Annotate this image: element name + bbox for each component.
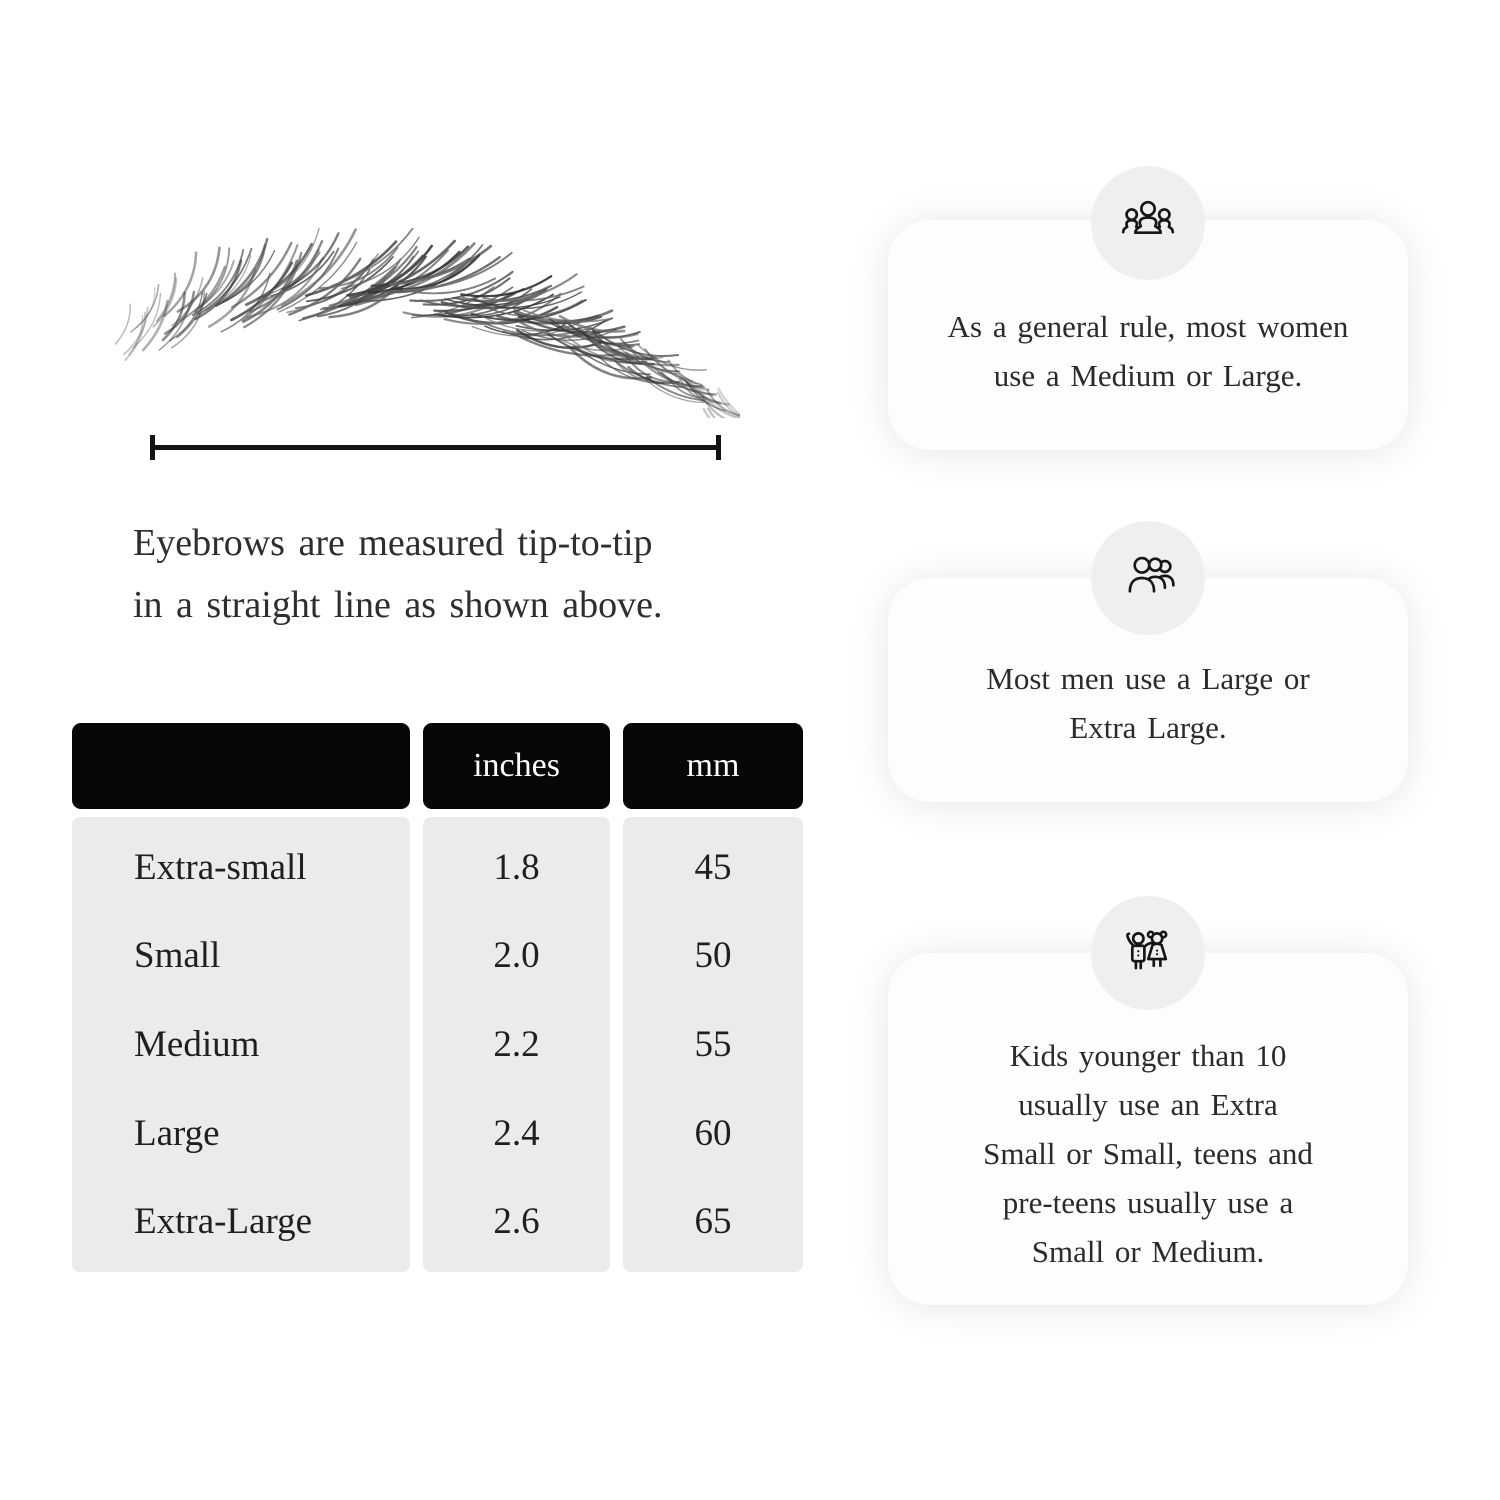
table-column-size-names: [72, 817, 410, 1272]
mm-value: 60: [694, 1112, 732, 1154]
inches-value: 2.2: [493, 1023, 540, 1065]
size-label: Small: [134, 935, 221, 977]
inches-value: 2.4: [493, 1112, 540, 1154]
size-label: Medium: [134, 1023, 260, 1065]
eyebrow-drawing: [100, 228, 740, 418]
inches-value: 2.0: [493, 935, 540, 977]
caption-line: Eyebrows are measured tip-to-tip: [133, 522, 653, 564]
card-text-line: Most men use a Large or: [986, 661, 1310, 696]
measurement-line: [150, 445, 721, 450]
measurement-caption: [133, 512, 793, 636]
women-group-icon: [1119, 194, 1177, 252]
card-text-line: pre-teens usually use a: [1002, 1185, 1294, 1220]
eyebrow-illustration: [100, 228, 740, 418]
card-text-line: Small or Medium.: [1031, 1234, 1265, 1269]
inches-value: 1.8: [493, 846, 540, 888]
card-text-line: use a Medium or Large.: [993, 358, 1303, 393]
table-header-size: [72, 723, 410, 809]
mm-value: 65: [694, 1201, 732, 1243]
size-label: Extra-Large: [134, 1201, 313, 1243]
card-text-line: usually use an Extra: [1018, 1087, 1278, 1122]
card-text-line: Kids younger than 10: [1009, 1038, 1287, 1073]
men-group-icon: [1119, 549, 1177, 607]
mm-value: 55: [694, 1023, 732, 1065]
card-text-line: As a general rule, most women: [947, 309, 1349, 344]
card-text-line: Small or Small, teens and: [983, 1136, 1313, 1171]
table-column-mm: [623, 817, 803, 1272]
mm-value: 50: [694, 935, 732, 977]
inches-value: 2.6: [493, 1201, 540, 1243]
card-text-line: Extra Large.: [1069, 710, 1227, 745]
table-header-mm: mm: [623, 723, 803, 809]
kids-icon-circle: [1091, 896, 1205, 1010]
table-header-inches: inches: [423, 723, 610, 809]
kids-icon: [1119, 924, 1177, 982]
women-icon-circle: [1091, 166, 1205, 280]
men-icon-circle: [1091, 521, 1205, 635]
size-label: Extra-small: [134, 846, 307, 888]
size-label: Large: [134, 1112, 220, 1154]
mm-value: 45: [694, 846, 732, 888]
table-column-inches: [423, 817, 610, 1272]
caption-line: in a straight line as shown above.: [133, 584, 663, 626]
